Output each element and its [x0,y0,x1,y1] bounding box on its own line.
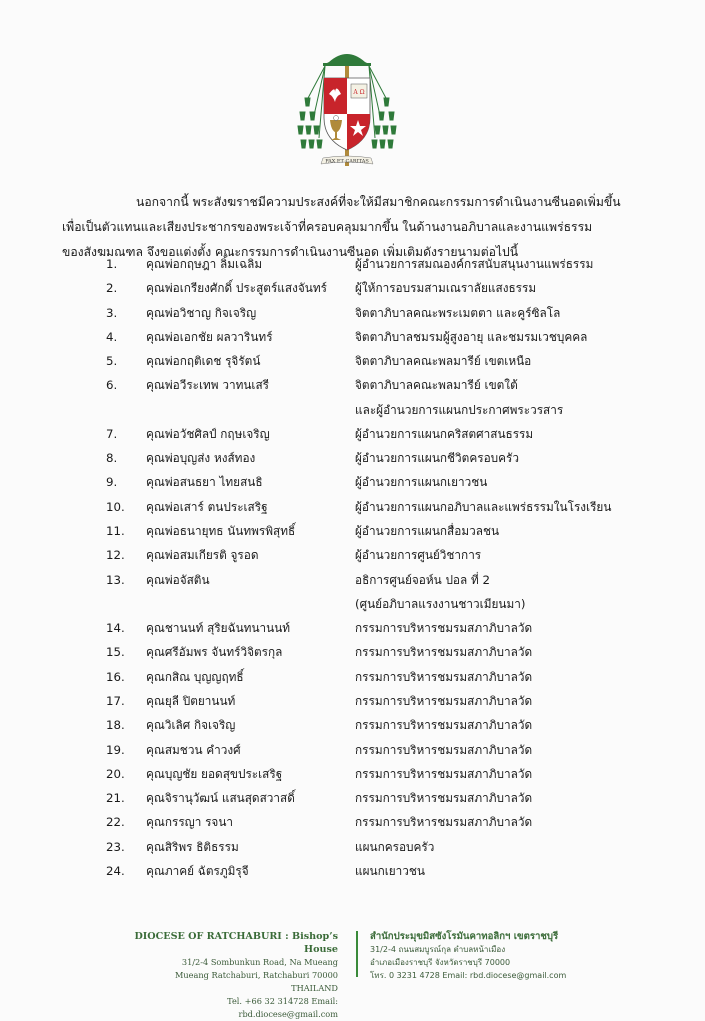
member-name: คุณกรรญา รจนา [146,815,234,830]
footer-address-line: 31/2-4 ถนนสมบูรณ์กุล ตำบลหน้าเมือง [370,945,506,954]
item-number: 8. [106,451,118,466]
alpha-omega-text: A Ω [353,89,365,96]
item-number: 19. [106,742,125,757]
member-name: คุณศรีอัมพร จันทร์วิจิตรกุล [146,645,283,660]
list-item [0,276,705,300]
list-item [0,252,705,276]
item-number: 24. [106,864,125,879]
list-item [0,325,705,349]
item-number: 13. [106,572,125,587]
member-role: แผนกครอบครัว [355,839,435,854]
member-name: คุณพ่อสมเกียรติ จูรอด [146,548,259,563]
member-role: แผนกเยาวชน [355,864,425,879]
list-item [0,786,705,810]
member-name: คุณพ่อบุญส่ง หงส์ทอง [146,451,256,466]
member-name: คุณพ่อเกรียงศักดิ์ ประสูตร์แสงจันทร์ [146,281,327,296]
member-role: จิตตาภิบาลคณะพลมารีย์ เขตเหนือ [355,354,532,369]
item-number: 7. [106,426,118,441]
member-role: ผู้อำนวยการแผนกคริสตศาสนธรรม [355,426,534,441]
list-item [0,713,705,737]
member-role: กรรมการบริหารชมรมสภาภิบาลวัด [355,693,533,708]
list-item [0,689,705,713]
item-number: 9. [106,475,118,490]
list-item [0,762,705,786]
member-name: คุณพ่อกฤติเดช รุจิรัตน์ [146,354,261,369]
item-number: 10. [106,499,125,514]
member-role: จิตตาภิบาลคณะพลมารีย์ เขตใต้ [355,378,518,393]
item-number: 18. [106,718,125,733]
member-role: กรรมการบริหารชมรมสภาภิบาลวัด [355,718,533,733]
footer-contact: Tel. +66 32 314728 Email: rbd.diocese@gmail.com [227,996,338,1019]
item-number: 22. [106,815,125,830]
footer-divider [356,931,358,977]
member-name: คุณชานนท์ สุริยฉันทนานนท์ [146,621,291,636]
coat-of-arms-logo [297,40,397,182]
member-role: กรรมการบริหารชมรมสภาภิบาลวัด [355,815,533,830]
member-role-continued: (ศูนย์อภิบาลแรงงานชาวเมียนมา) [355,596,526,611]
footer-title: สำนักประมุขมิสซังโรมันคาทอลิกฯ เขตราชบุรี [370,931,559,942]
list-item [0,495,705,519]
intro-line: ของสังฆมณฑล จึงขอแต่งตั้ง คณะกรรมการดำเนินงานซีนอด เพิ่มเติมดังรายนามต่อไปนี้ [62,244,519,259]
member-name: คุณยุลี ปิตยานนท์ [146,693,236,708]
footer-english-address [128,930,338,1021]
member-list [0,252,705,883]
member-role: ผู้อำนวยการสมณองค์กรสนับสนุนงานแพร่ธรรม [355,257,594,271]
list-item [0,616,705,640]
member-role: อธิการศูนย์จอห์น ปอล ที่ 2 [355,572,491,587]
item-number: 20. [106,766,125,781]
member-name: คุณบุญชัย ยอดสุขประเสริฐ [146,766,283,781]
list-item [0,738,705,762]
intro-line: เพื่อเป็นตัวแทนและเสียงประชากรของพระเจ้าที่ครอบคลุมมากขึ้น ในด้านงานอภิบาลและงานแพร่ธรรม [62,219,593,234]
item-number: 15. [106,645,125,660]
member-role: จิตตาภิบาลคณะพระเมตตา และคูร์ซิลโล [355,305,561,320]
list-item [0,519,705,543]
member-name: คุณสิริพร ธิติธรรม [146,839,239,854]
motto-text: PAX ET CARITAS [325,158,369,165]
member-role: กรรมการบริหารชมรมสภาภิบาลวัด [355,669,533,684]
item-number: 1. [106,257,118,271]
member-name: คุณกสิณ บุญญฤทธิ์ [146,669,244,684]
item-number: 5. [106,354,118,369]
item-number: 11. [106,524,125,539]
member-role: กรรมการบริหารชมรมสภาภิบาลวัด [355,645,533,660]
member-name: คุณสมชวน คำวงศ์ [146,742,241,757]
member-role: กรรมการบริหารชมรมสภาภิบาลวัด [355,791,533,806]
member-name: คุณพ่อจัสติน [146,572,210,587]
item-number: 21. [106,791,125,806]
item-number: 3. [106,305,118,320]
member-name: คุณวิเลิศ กิจเจริญ [146,718,236,733]
member-name: คุณพ่อเสาร์ ตนประเสริฐ [146,499,268,514]
list-item [0,373,705,421]
footer-address-line: 31/2-4 Sombunkun Road, Na Mueang [181,957,338,967]
list-item [0,640,705,664]
footer-thai-address [370,930,610,982]
list-item [0,349,705,373]
member-role: ผู้อำนวยการแผนกเยาวชน [355,475,488,490]
list-item [0,859,705,883]
list-item [0,470,705,494]
item-number: 23. [106,839,125,854]
list-item [0,422,705,446]
item-number: 6. [106,378,118,393]
intro-line: นอกจากนี้ พระสังฆราชมีความประสงค์ที่จะให้มีสมาชิกคณะกรรมการดำเนินงานซีนอดเพิ่มขึ้น [136,195,621,209]
list-item [0,835,705,859]
item-number: 14. [106,621,125,636]
member-name: คุณพ่อวิชาญ กิจเจริญ [146,305,257,320]
footer-address-line: Mueang Ratchaburi, Ratchaburi 70000 THAILAND [175,970,338,993]
list-item [0,810,705,834]
item-number: 16. [106,669,125,684]
member-name: คุณพ่อวีระเทพ วาทนเสรี [146,378,269,393]
list-item [0,543,705,567]
member-name: คุณจิรานุวัฒน์ แสนสุดสวาสดิ์ [146,791,295,806]
member-name: คุณภาคย์ ฉัตรภูมิรุจี [146,864,249,879]
list-item [0,301,705,325]
member-name: คุณพ่อสนธยา ไทยสนธิ [146,475,263,490]
item-number: 12. [106,548,125,563]
member-name: คุณพ่อเอกชัย ผลวารินทร์ [146,329,273,344]
member-role: กรรมการบริหารชมรมสภาภิบาลวัด [355,766,533,781]
member-role: ผู้อำนวยการแผนกสื่อมวลชน [355,524,500,539]
member-role: ผู้อำนวยการแผนกอภิบาลและแพร่ธรรมในโรงเรียน [355,499,612,514]
member-role-continued: และผู้อำนวยการแผนกประกาศพระวรสาร [355,402,564,417]
member-name: คุณพ่อธนายุทธ นันทพรพิสุทธิ์ [146,524,296,539]
item-number: 4. [106,329,118,344]
footer-address-line: อำเภอเมืองราชบุรี จังหวัดราชบุรี 70000 [370,958,511,967]
member-name: คุณพ่อวัชศิลป์ กฤษเจริญ [146,426,270,441]
member-role: กรรมการบริหารชมรมสภาภิบาลวัด [355,621,533,636]
member-role: ผู้อำนวยการแผนกชีวิตครอบครัว [355,451,519,466]
footer-title: DIOCESE OF RATCHABURI : Bishop’s House [134,931,338,955]
list-item [0,665,705,689]
list-item [0,568,705,616]
item-number: 2. [106,281,118,296]
footer-contact: โทร. 0 3231 4728 Email: rbd.diocese@gmail.com [370,971,567,980]
member-role: จิตตาภิบาลชมรมผู้สูงอายุ และชมรมเวชบุคคล [355,329,588,344]
member-role: ผู้ให้การอบรมสามเณราลัยแสงธรรม [355,281,537,296]
member-name: คุณพ่อกฤษฎา ลิ้มเฉลิม [146,257,263,271]
member-role: กรรมการบริหารชมรมสภาภิบาลวัด [355,742,533,757]
member-role: ผู้อำนวยการศูนย์วิชาการ [355,548,482,563]
list-item [0,446,705,470]
item-number: 17. [106,693,125,708]
